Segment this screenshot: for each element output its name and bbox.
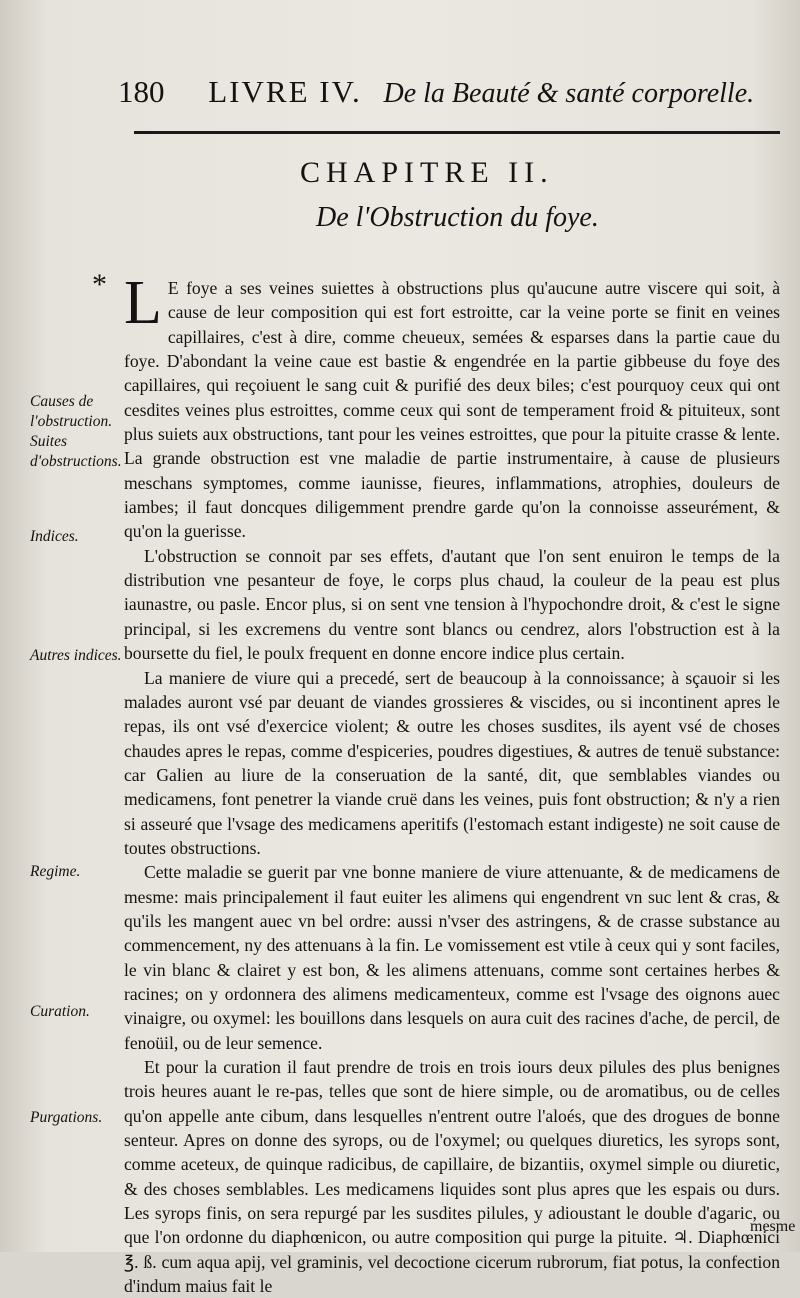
section-title: De la Beauté & santé corporelle.	[383, 78, 755, 109]
header-rule	[134, 131, 780, 134]
paragraph-4: Cette maladie se guerit par vne bonne maniere de viure attenuante, & de medicamens de mesme: mais principalement il faut euiter les alimens qui engendrent vn suc lent & cras, & qu'ils les mangent auec vn bel ordre: aussi n'vser des astringens, & de crasse substance au commencement, ny des attenuans à la fin. Le vomissement est vtile à ceux qui y sont faciles, le vin blanc & clairet y est bon, & les alimens attenuans, comme sont certaines herbes & racines; on y ordonnera des alimens medicamenteux, comme est l'vsage des oignons auec vinaigre, ou oxymel: les bouillons dans lesquels on aura cuit des racines d'ache, de percil, de fenoüil, ou de leur semence.	[124, 862, 780, 1053]
paragraph-1	[124, 269, 780, 544]
margin-note-indices: Indices.	[30, 528, 79, 545]
chapter-subtitle: De l'Obstruction du foye.	[316, 202, 599, 233]
running-header	[118, 72, 755, 112]
catchword: mesme	[750, 1218, 796, 1235]
book-label: LIVRE IV.	[208, 74, 362, 109]
chapter-title: CHAPITRE II.	[300, 156, 554, 189]
paragraph-2: L'obstruction se connoit par ses effets, d'autant que l'on sent enuiron le temps de la distribution vne pesanteur de foye, le corps plus chaud, la couleur de la peau est plus iaunastre, ou pasle. Encor plus, si on sent vne tension à l'hypochondre droit, & c'est le signe principal, si les excremens du ventre sont blancs ou cendrez, alors l'obstruction est à la boursette du fiel, le poulx frequent en donne encore indice plus certain.	[124, 545, 780, 664]
margin-note-causes: Causes de l'obstruction. Suites d'obstructions.	[30, 393, 122, 470]
margin-note-curation: Curation.	[30, 1003, 90, 1020]
main-text	[124, 269, 780, 1298]
drop-cap: L	[124, 269, 162, 337]
margin-note-regime: Regime.	[30, 863, 81, 880]
paragraph-5: Et pour la curation il faut prendre de trois en trois iours deux pilules des plus benignes trois heures auant le re-pas, telles que sont de hiere simple, ou de aromatibus, ou de celles qu'on appelle ante cibum, dans lesquelles n'entrent outre l'aloés, que des drogues de bonne senteur. Apres on donne des syrops, ou de l'oxymel; ou quelques diuretics, les syrops sont, comme aceteux, de quinque radicibus, de capillaire, de bizantiis, oxymel simple ou diuretic, & des choses semblables. Les medicamens liquides sont plus apres que les espais ou durs. Les syrops finis, on sera repurgé par les susdites pilules, y adioustant le double d'agaric, ou que l'on ordonne du diaphœnicon, ou autre composition qui purge la pituite. ♃. Diaphœnici ℥. ß. cum aqua apij, vel graminis, vel decoctione cicerum rubrorum, fiat potus, la confection d'indum maius fait le	[124, 1057, 780, 1297]
asterisk-ornament: *	[92, 268, 107, 301]
paragraph-1-text: E foye a ses veines suiettes à obstructions plus qu'aucune autre viscere qui soit, à cause de leur composition qui est fort estroitte, car la veine porte se finit en veines capillaires, c'est à dire, comme cheueux, semées & esparses dans la partie caue du foye. D'abondant la veine caue est bastie & engendrée en la partie gibbeuse du foye des capillaires, qui reçoiuent le sang cuit & purifié des deux biles; c'est pourquoy ceux qui ont cesdites veines plus estroittes, comme ceux qui sont de temperament froid & pituiteux, sont plus suiets aux obstructions, tant pour les veines estroittes, que pour la pituite crasse & lente. La grande obstruction est vne maladie de partie instrumentaire, à cause de plusieurs meschans symptomes, comme iaunisse, fieures, inflammations, atrophies, douleurs de iambes; il faut doncques diligemment prendre garde qu'on la connoisse asseurément, & qu'on la guerisse.	[124, 278, 780, 542]
margin-note-autres-indices: Autres indices.	[30, 647, 122, 664]
paragraph-3: La maniere de viure qui a precedé, sert de beaucoup à la connoissance; à sçauoir si les malades auront vsé par deuant de viandes grossieres & viscides, ou si incontinent apres le repas, ils ont vsé d'exercice violent; & outre les choses susdites, ils ayent vsé de choses chaudes apres le repas, comme d'espiceries, poudres digestiues, & autres de tenuë substance: car Galien au liure de la conseruation de la santé, dit, que semblables viandes ou medicamens, font penetrer la viande cruë dans les veines, puis font obstruction; & n'y a rien si asseuré que l'vsage des medicamens aperitifs (l'estomach estant indigeste) ne soit cause de toutes obstructions.	[124, 667, 780, 858]
page-number: 180	[118, 74, 165, 109]
margin-note-purgations: Purgations.	[30, 1109, 103, 1126]
